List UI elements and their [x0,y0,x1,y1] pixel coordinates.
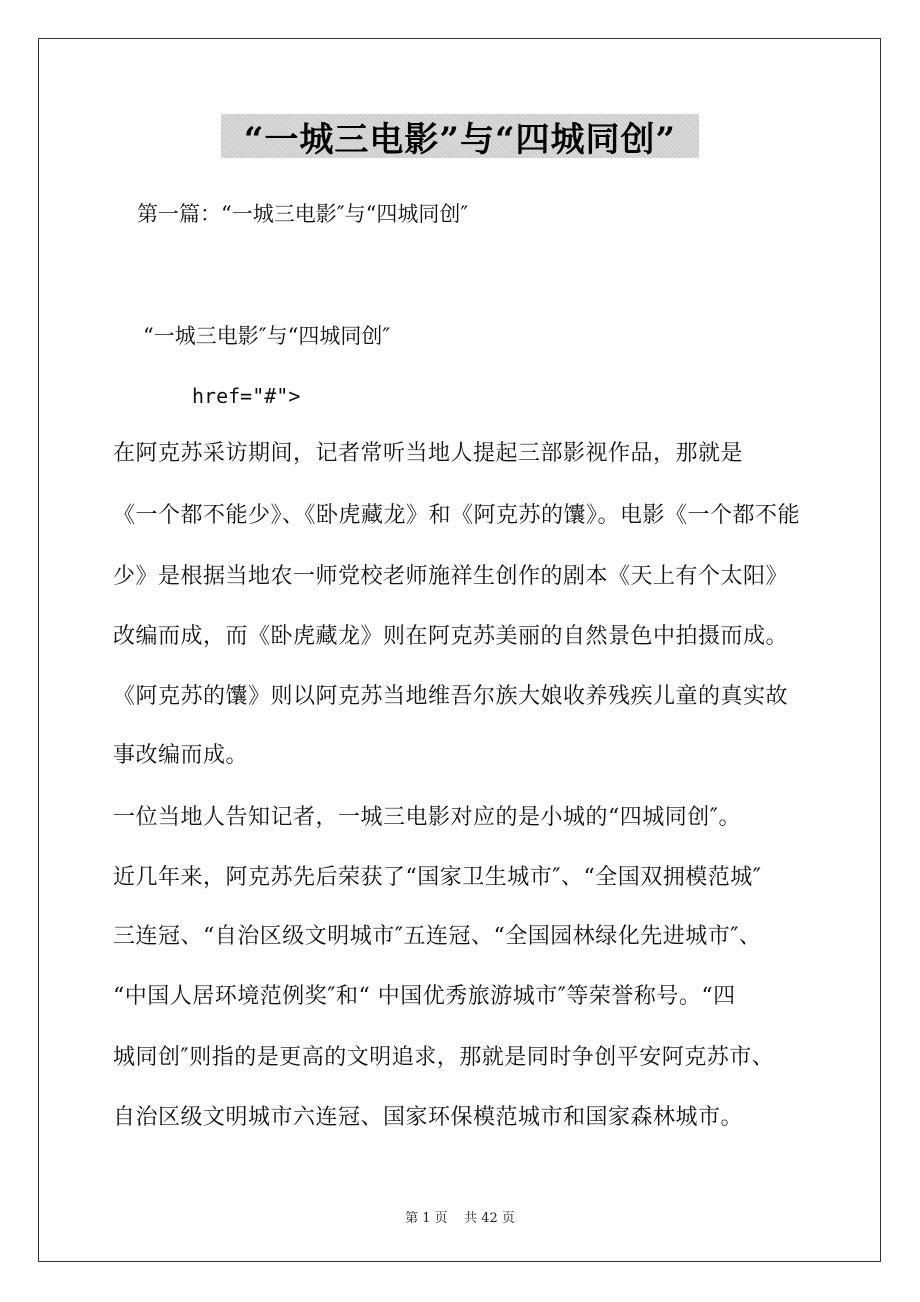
title-banner [221,114,699,158]
body-line: 一位当地人告知记者，一城三电影对应的是小城的“四城同创″。 [113,805,741,830]
body-line: 三连冠、“自治区级文明城市″五连冠、“全国园林绿化先进城市″、 [113,924,762,949]
body-line: 《阿克苏的馕》则以阿克苏当地维吾尔族大娘收养残疾儿童的真实故 [113,684,789,709]
page-number-label: 第 1 页 共 42 页 [405,1211,515,1226]
body-line: 事改编而成。 [113,743,249,768]
body-line: 改编而成，而《卧虎藏龙》则在阿克苏美丽的自然景色中拍摄而成。 [113,624,789,649]
section-heading: 第一篇：“一城三电影″与“四城同创″ [137,202,469,226]
body-line: 城同创″则指的是更高的文明追求，那就是同时争创平安阿克苏市、 [113,1045,775,1070]
sub-heading: “一城三电影″与“四城同创″ [143,324,391,348]
page-footer [0,1207,920,1226]
body-line: 近几年来，阿克苏先后荣获了“国家卫生城市″、“全国双拥模范城″ [113,865,762,890]
body-line: 少》是根据当地农一师党校老师施祥生创作的剧本《天上有个太阳》 [113,564,789,589]
href-text: href="#"> [192,384,301,408]
body-line: “中国人居环境范例奖″和“ 中国优秀旅游城市″等荣誉称号。“四 [113,984,736,1009]
body-line: 自治区级文明城市六连冠、国家环保模范城市和国家森林城市。 [113,1105,744,1130]
document-title: “一城三电影”与“四城同创” [243,119,677,160]
body-line: 《一个都不能少》、《卧虎藏龙》和《阿克苏的馕》。电影《一个都不能 [113,503,801,528]
body-line: 在阿克苏采访期间，记者常听当地人提起三部影视作品，那就是 [113,441,744,466]
